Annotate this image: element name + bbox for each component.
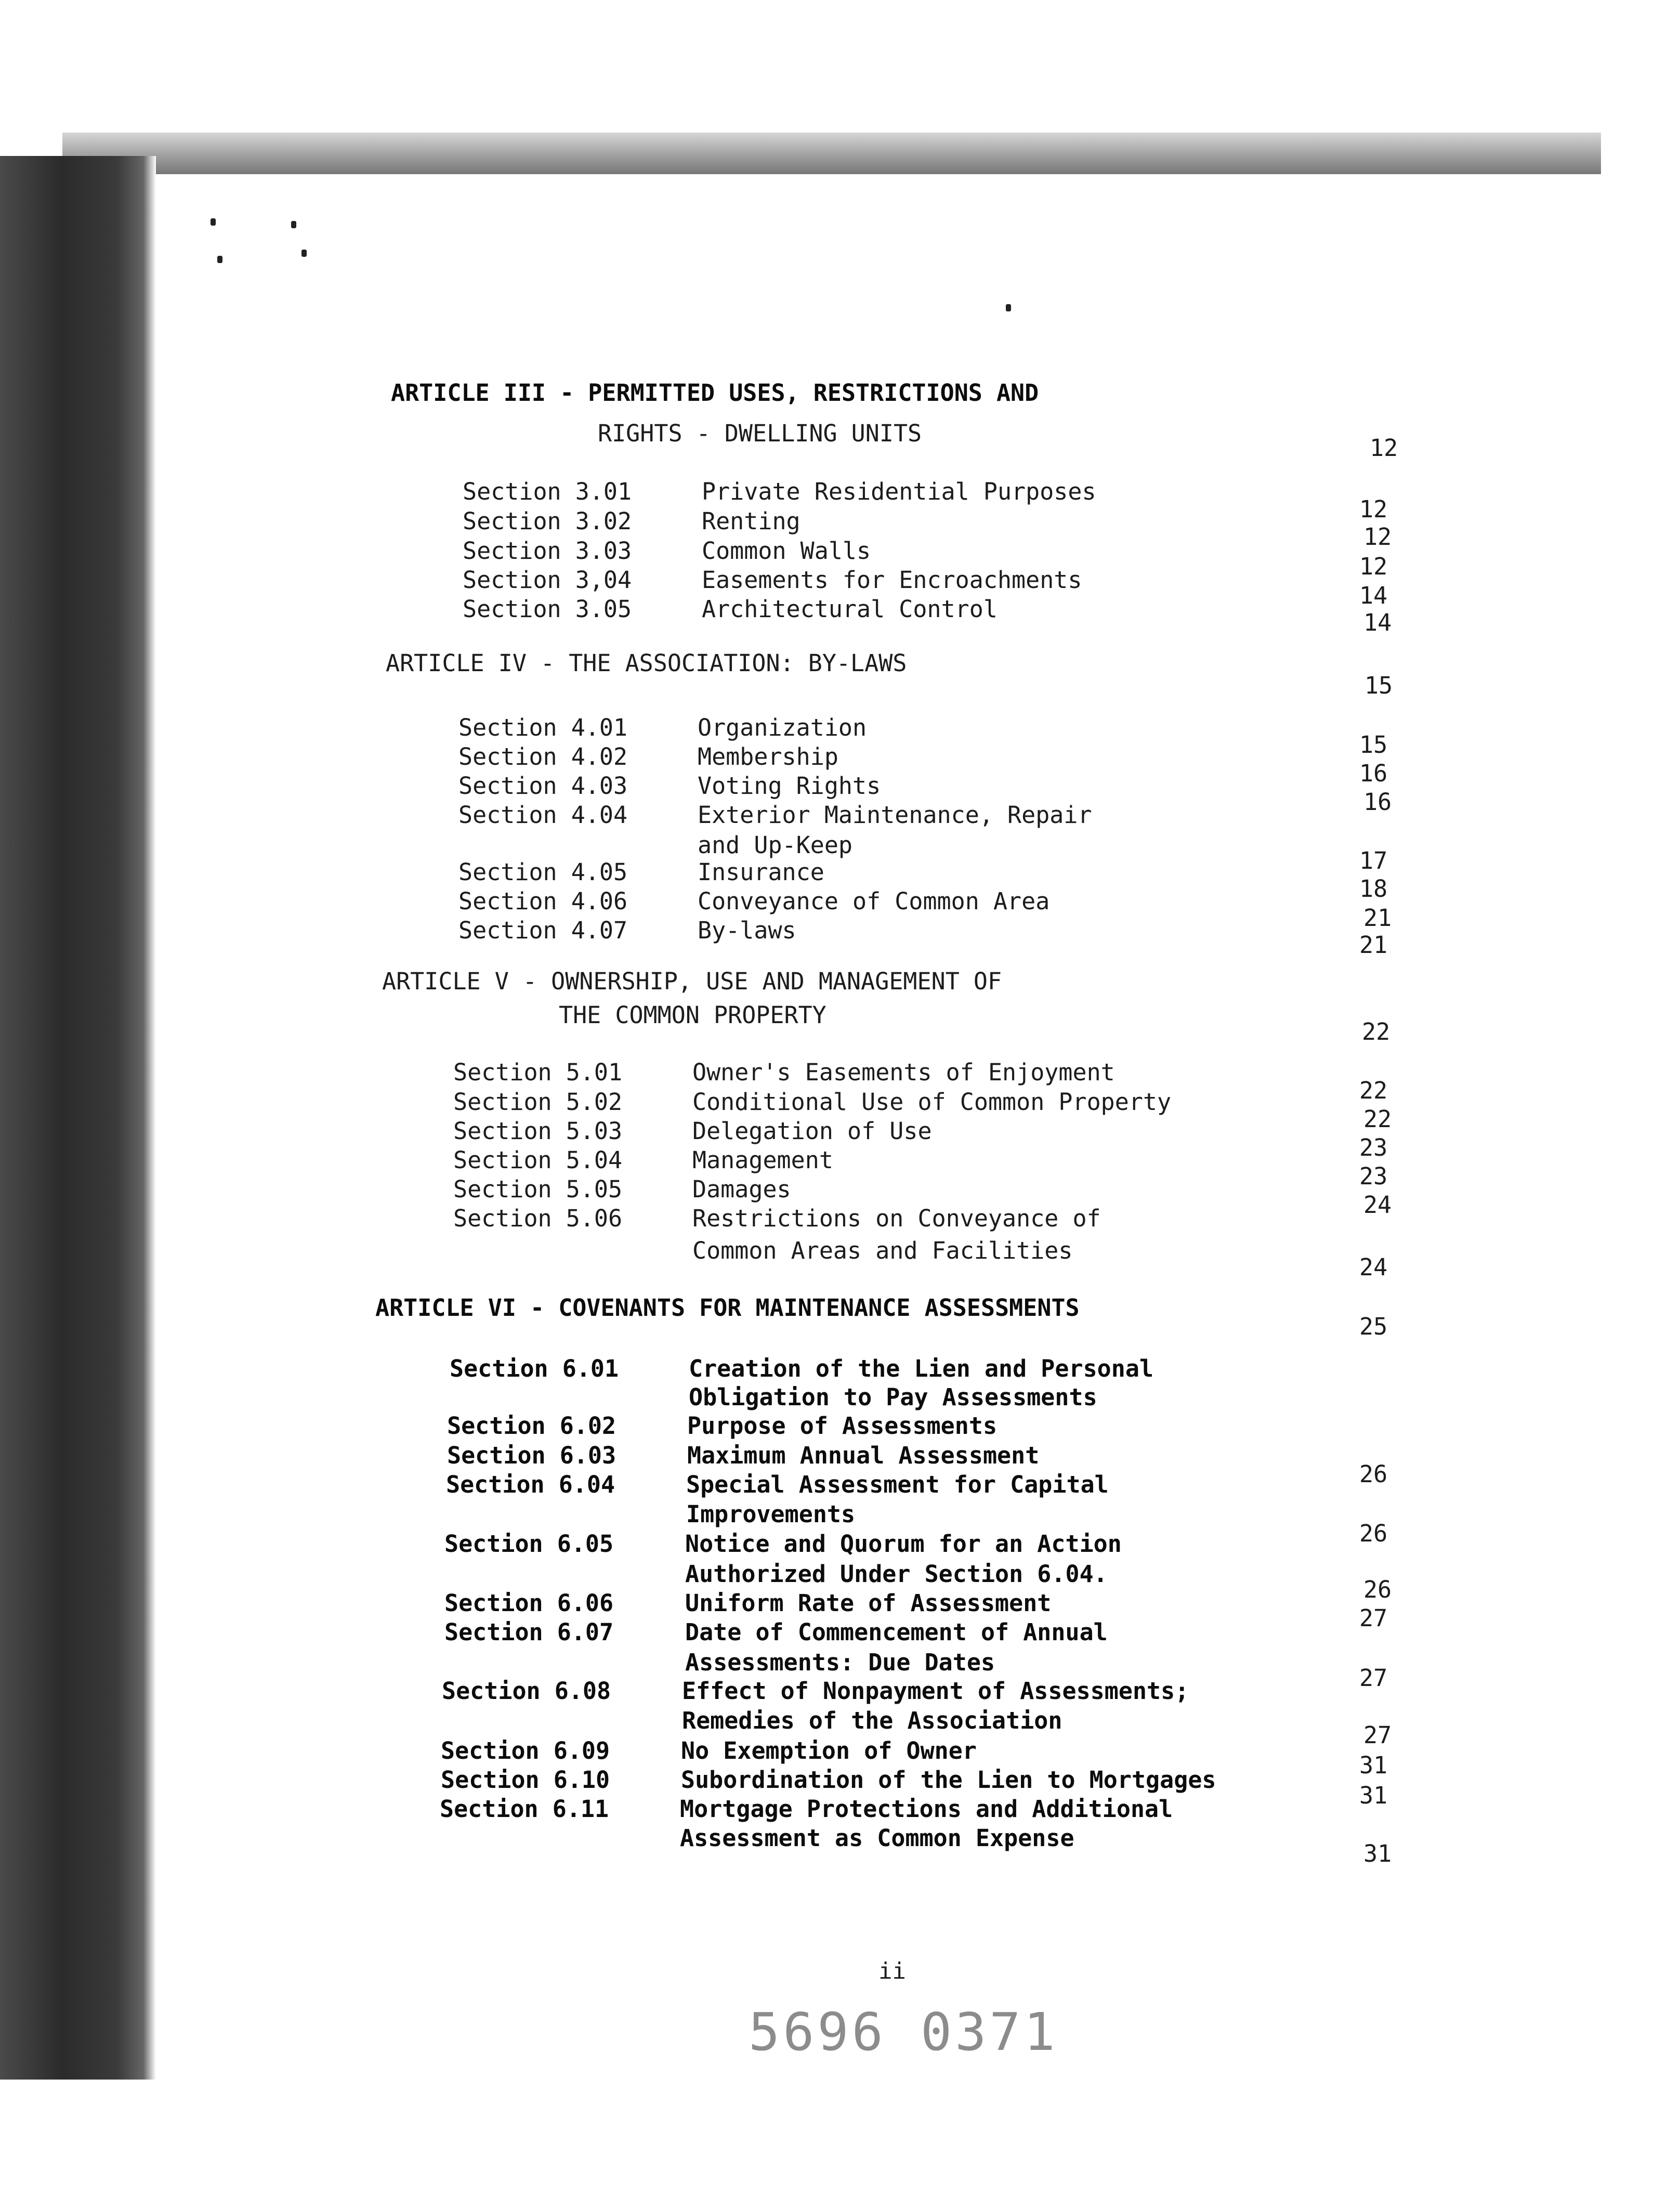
section-page: 12 bbox=[1359, 495, 1388, 523]
section-title: Owner's Easements of Enjoyment bbox=[692, 1058, 1115, 1086]
article-5-heading-line1: ARTICLE V - OWNERSHIP, USE AND MANAGEMENT OF bbox=[382, 968, 1002, 995]
section-label: Section 6.11 bbox=[440, 1795, 609, 1823]
article-5-heading-line2: THE COMMON PROPERTY bbox=[559, 1001, 826, 1029]
section-page: 21 bbox=[1363, 904, 1392, 932]
section-page: 22 bbox=[1359, 1077, 1388, 1104]
article-6-heading: ARTICLE VI - COVENANTS FOR MAINTENANCE ASSESSMENTS bbox=[375, 1294, 1080, 1322]
section-label: Section 6.04 bbox=[446, 1471, 615, 1498]
section-title: Subordination of the Lien to Mortgages bbox=[681, 1766, 1216, 1794]
section-title: Organization bbox=[698, 714, 867, 741]
section-label: Section 3.01 bbox=[463, 478, 632, 505]
section-page: 31 bbox=[1359, 1751, 1388, 1779]
section-page: 23 bbox=[1359, 1134, 1388, 1161]
section-label: Section 5.02 bbox=[453, 1088, 623, 1116]
section-title: Voting Rights bbox=[698, 772, 881, 800]
section-title: Restrictions on Conveyance of bbox=[692, 1205, 1101, 1232]
section-label: Section 4.06 bbox=[458, 887, 628, 915]
section-page: 26 bbox=[1359, 1520, 1388, 1547]
section-title-continued: Common Areas and Facilities bbox=[692, 1237, 1073, 1264]
section-title: Renting bbox=[702, 507, 800, 535]
section-label: Section 3.02 bbox=[463, 507, 632, 535]
document-stamp: 5696 0371 bbox=[749, 2002, 1058, 2062]
speck bbox=[211, 218, 216, 226]
section-title-continued: Assessments: Due Dates bbox=[685, 1649, 995, 1676]
section-title-continued: Remedies of the Association bbox=[682, 1707, 1062, 1734]
section-title: Conditional Use of Common Property bbox=[692, 1088, 1172, 1116]
section-title-continued: Authorized Under Section 6.04. bbox=[685, 1560, 1108, 1588]
section-title-continued: and Up-Keep bbox=[698, 831, 853, 859]
section-page: 26 bbox=[1363, 1576, 1392, 1603]
section-page: 21 bbox=[1359, 931, 1388, 959]
section-label: Section 6.02 bbox=[447, 1412, 616, 1440]
section-title: Special Assessment for Capital bbox=[686, 1471, 1109, 1498]
section-page: 31 bbox=[1359, 1782, 1388, 1809]
section-title: Membership bbox=[698, 743, 838, 770]
article-6-page: 25 bbox=[1359, 1313, 1388, 1340]
section-page: 14 bbox=[1359, 582, 1388, 609]
section-title: Purpose of Assessments bbox=[687, 1412, 998, 1440]
section-page: 23 bbox=[1359, 1162, 1388, 1190]
section-page: 12 bbox=[1359, 553, 1388, 580]
section-page: 26 bbox=[1359, 1460, 1388, 1488]
section-label: Section 4.07 bbox=[458, 917, 628, 944]
section-page: 27 bbox=[1359, 1664, 1388, 1692]
section-title: Private Residential Purposes bbox=[702, 478, 1096, 505]
section-label: Section 4.05 bbox=[458, 858, 628, 886]
section-label: Section 4.03 bbox=[458, 772, 628, 800]
section-title: Architectural Control bbox=[702, 595, 998, 623]
article-4-heading: ARTICLE IV - THE ASSOCIATION: BY-LAWS bbox=[386, 649, 907, 677]
section-page: 22 bbox=[1363, 1105, 1392, 1133]
section-page: 27 bbox=[1363, 1721, 1392, 1749]
article-3-heading-line1: ARTICLE III - PERMITTED USES, RESTRICTIONS AND bbox=[391, 379, 1039, 407]
section-label: Section 4.04 bbox=[458, 801, 628, 829]
section-title: Delegation of Use bbox=[692, 1117, 932, 1145]
page-number: ii bbox=[878, 1958, 906, 1984]
section-title-continued: Assessment as Common Expense bbox=[680, 1824, 1074, 1852]
section-label: Section 3.05 bbox=[463, 595, 632, 623]
section-title: Creation of the Lien and Personal bbox=[689, 1355, 1154, 1382]
section-label: Section 5.06 bbox=[453, 1205, 623, 1232]
section-label: Section 6.08 bbox=[442, 1677, 611, 1705]
section-label: Section 6.10 bbox=[441, 1766, 610, 1794]
section-page: 12 bbox=[1363, 523, 1392, 551]
section-title: Maximum Annual Assessment bbox=[687, 1442, 1040, 1469]
section-label: Section 4.02 bbox=[458, 743, 628, 770]
section-title-continued: Obligation to Pay Assessments bbox=[689, 1383, 1097, 1411]
section-title: Uniform Rate of Assessment bbox=[685, 1589, 1052, 1617]
speck bbox=[217, 256, 222, 263]
section-page: 17 bbox=[1359, 847, 1388, 874]
section-label: Section 6.01 bbox=[450, 1355, 619, 1382]
section-page: 24 bbox=[1359, 1253, 1388, 1281]
article-3-heading-line2: RIGHTS - DWELLING UNITS bbox=[598, 420, 922, 447]
section-title-continued: Improvements bbox=[686, 1500, 856, 1528]
speck bbox=[1006, 304, 1011, 311]
section-page: 16 bbox=[1359, 760, 1388, 787]
section-page: 15 bbox=[1359, 731, 1388, 759]
section-page: 18 bbox=[1359, 875, 1388, 903]
section-label: Section 5.04 bbox=[453, 1146, 623, 1174]
article-5-page: 22 bbox=[1362, 1018, 1390, 1045]
section-title: Easements for Encroachments bbox=[702, 566, 1082, 594]
section-title: Effect of Nonpayment of Assessments; bbox=[682, 1677, 1189, 1705]
speck bbox=[291, 221, 296, 228]
section-title: Exterior Maintenance, Repair bbox=[698, 801, 1092, 829]
section-title: Common Walls bbox=[702, 537, 871, 565]
section-label: Section 6.09 bbox=[441, 1737, 610, 1764]
section-title: Conveyance of Common Area bbox=[698, 887, 1050, 915]
section-title: Mortgage Protections and Additional bbox=[680, 1795, 1173, 1823]
section-title: Management bbox=[692, 1146, 833, 1174]
section-label: Section 3.03 bbox=[463, 537, 632, 565]
section-label: Section 5.01 bbox=[453, 1058, 623, 1086]
section-page: 14 bbox=[1363, 609, 1392, 636]
section-page: 24 bbox=[1363, 1191, 1392, 1219]
section-title: Damages bbox=[692, 1175, 791, 1203]
article-3-page: 12 bbox=[1370, 434, 1398, 462]
section-label: Section 6.07 bbox=[444, 1618, 614, 1646]
section-label: Section 6.03 bbox=[447, 1442, 616, 1469]
section-title: No Exemption of Owner bbox=[681, 1737, 977, 1764]
section-page: 31 bbox=[1363, 1840, 1392, 1867]
section-page: 27 bbox=[1359, 1604, 1388, 1632]
section-label: Section 6.06 bbox=[444, 1589, 614, 1617]
section-label: Section 6.05 bbox=[444, 1530, 614, 1558]
section-page: 16 bbox=[1363, 788, 1392, 816]
section-label: Section 5.05 bbox=[453, 1175, 623, 1203]
speck bbox=[301, 250, 307, 257]
section-title: Notice and Quorum for an Action bbox=[685, 1530, 1122, 1558]
section-title: By-laws bbox=[698, 917, 796, 944]
section-label: Section 5.03 bbox=[453, 1117, 623, 1145]
scan-shadow-left bbox=[0, 156, 156, 2080]
section-label: Section 4.01 bbox=[458, 714, 628, 741]
section-label: Section 3,04 bbox=[463, 566, 632, 594]
section-title: Date of Commencement of Annual bbox=[685, 1618, 1108, 1646]
article-4-page: 15 bbox=[1364, 672, 1393, 699]
section-title: Insurance bbox=[698, 858, 824, 886]
